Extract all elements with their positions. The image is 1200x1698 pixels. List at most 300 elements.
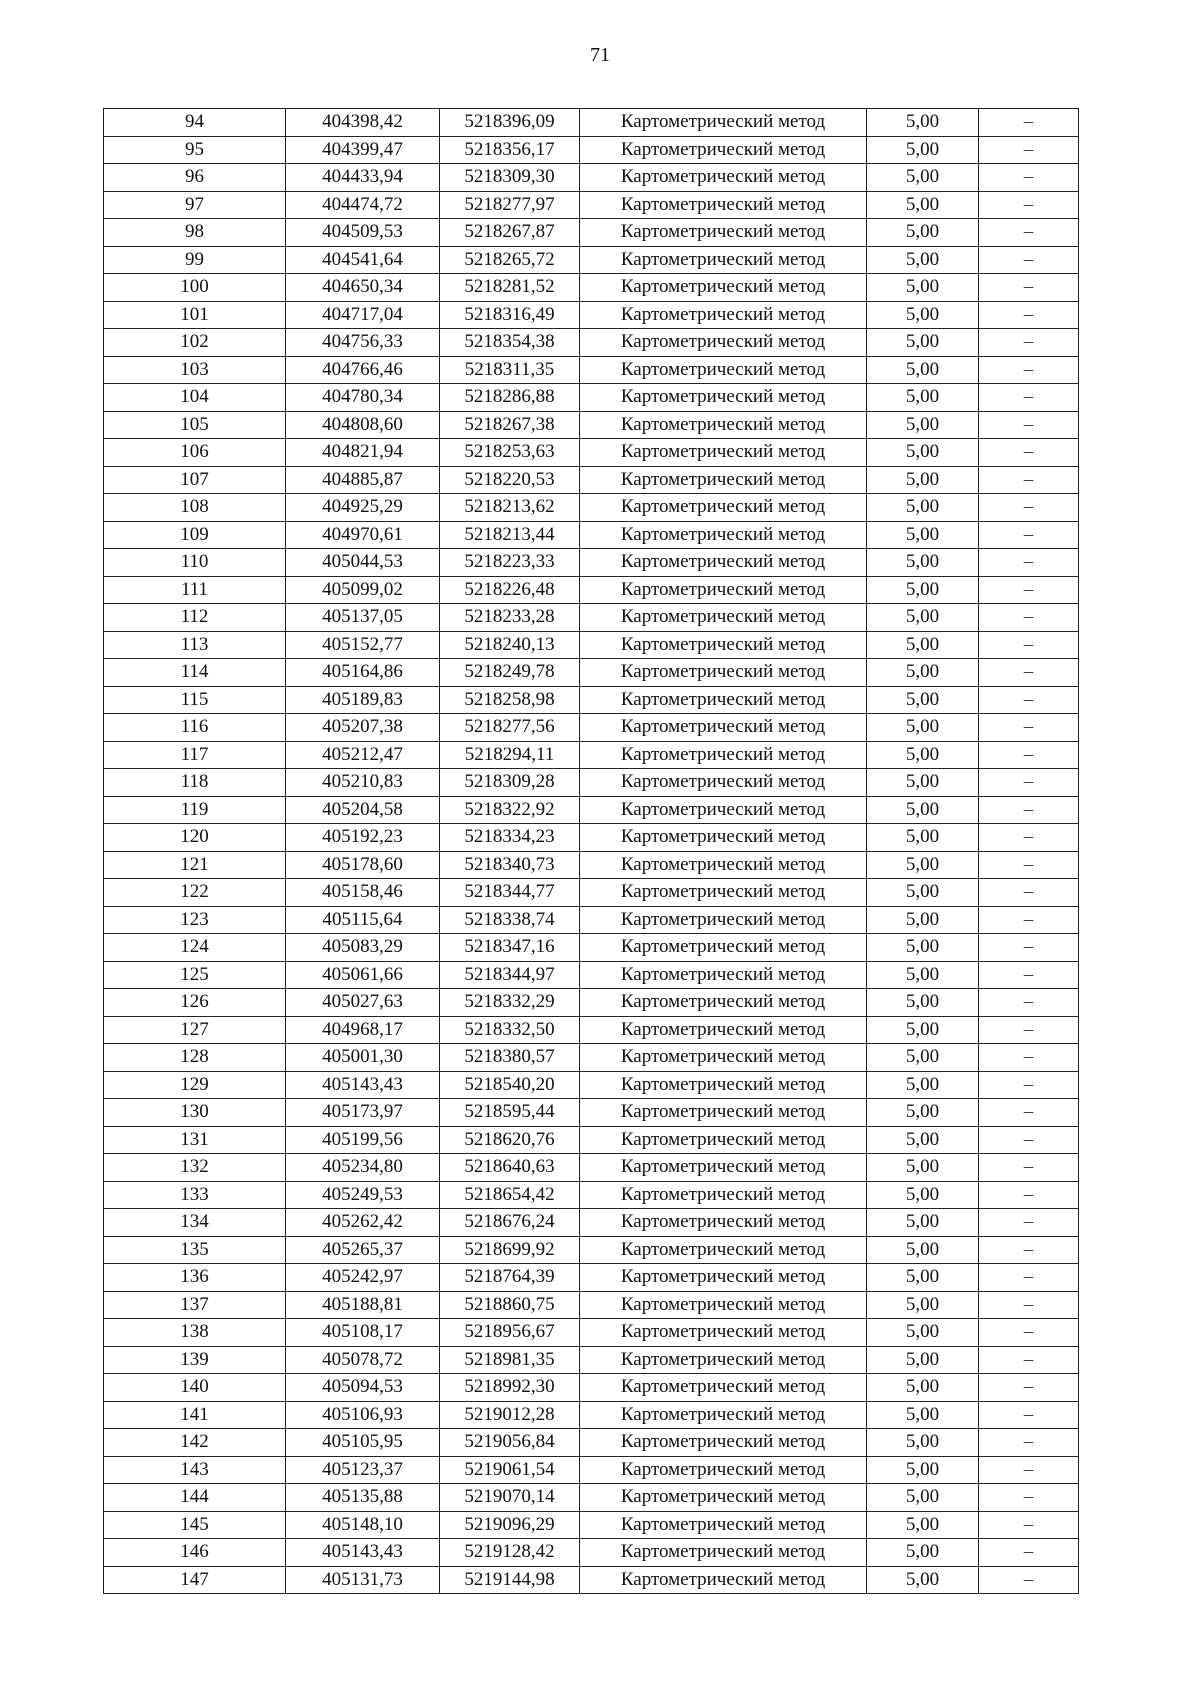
- y-coordinate-cell: 5218213,62: [440, 494, 580, 522]
- table-row: [104, 686, 1079, 714]
- table-row: [104, 274, 1079, 302]
- method-cell: Картометрический метод: [580, 136, 867, 164]
- accuracy-cell: 5,00: [867, 961, 979, 989]
- x-coordinate-cell: 405199,56: [286, 1126, 440, 1154]
- y-coordinate-cell: 5218860,75: [440, 1291, 580, 1319]
- note-cell: –: [979, 439, 1079, 467]
- table-row: [104, 1429, 1079, 1457]
- table-row: [104, 796, 1079, 824]
- x-coordinate-cell: 404717,04: [286, 301, 440, 329]
- point-number-cell: 117: [104, 741, 286, 769]
- table-row: [104, 879, 1079, 907]
- note-cell: –: [979, 356, 1079, 384]
- point-number-cell: 130: [104, 1099, 286, 1127]
- point-number-cell: 100: [104, 274, 286, 302]
- y-coordinate-cell: 5218344,77: [440, 879, 580, 907]
- method-cell: Картометрический метод: [580, 384, 867, 412]
- x-coordinate-cell: 405158,46: [286, 879, 440, 907]
- y-coordinate-cell: 5218226,48: [440, 576, 580, 604]
- table-row: [104, 1291, 1079, 1319]
- point-number-cell: 132: [104, 1154, 286, 1182]
- note-cell: –: [979, 1154, 1079, 1182]
- point-number-cell: 139: [104, 1346, 286, 1374]
- x-coordinate-cell: 405152,77: [286, 631, 440, 659]
- point-number-cell: 120: [104, 824, 286, 852]
- note-cell: –: [979, 109, 1079, 137]
- method-cell: Картометрический метод: [580, 1044, 867, 1072]
- y-coordinate-cell: 5218249,78: [440, 659, 580, 687]
- y-coordinate-cell: 5218654,42: [440, 1181, 580, 1209]
- x-coordinate-cell: 405212,47: [286, 741, 440, 769]
- method-cell: Картометрический метод: [580, 824, 867, 852]
- method-cell: Картометрический метод: [580, 494, 867, 522]
- y-coordinate-cell: 5219144,98: [440, 1566, 580, 1594]
- note-cell: –: [979, 1236, 1079, 1264]
- note-cell: –: [979, 659, 1079, 687]
- table-row: [104, 1456, 1079, 1484]
- y-coordinate-cell: 5218332,50: [440, 1016, 580, 1044]
- method-cell: Картометрический метод: [580, 1374, 867, 1402]
- accuracy-cell: 5,00: [867, 1484, 979, 1512]
- point-number-cell: 102: [104, 329, 286, 357]
- point-number-cell: 143: [104, 1456, 286, 1484]
- note-cell: –: [979, 1044, 1079, 1072]
- point-number-cell: 108: [104, 494, 286, 522]
- y-coordinate-cell: 5218764,39: [440, 1264, 580, 1292]
- x-coordinate-cell: 405105,95: [286, 1429, 440, 1457]
- y-coordinate-cell: 5219128,42: [440, 1539, 580, 1567]
- method-cell: Картометрический метод: [580, 604, 867, 632]
- table-row: [104, 1539, 1079, 1567]
- method-cell: Картометрический метод: [580, 549, 867, 577]
- table-row: [104, 906, 1079, 934]
- table-row: [104, 466, 1079, 494]
- accuracy-cell: 5,00: [867, 1236, 979, 1264]
- table-row: [104, 384, 1079, 412]
- method-cell: Картометрический метод: [580, 1181, 867, 1209]
- point-number-cell: 127: [104, 1016, 286, 1044]
- y-coordinate-cell: 5218309,28: [440, 769, 580, 797]
- note-cell: –: [979, 1016, 1079, 1044]
- x-coordinate-cell: 404509,53: [286, 219, 440, 247]
- y-coordinate-cell: 5218396,09: [440, 109, 580, 137]
- point-number-cell: 142: [104, 1429, 286, 1457]
- y-coordinate-cell: 5218281,52: [440, 274, 580, 302]
- method-cell: Картометрический метод: [580, 1566, 867, 1594]
- accuracy-cell: 5,00: [867, 1456, 979, 1484]
- x-coordinate-cell: 404970,61: [286, 521, 440, 549]
- accuracy-cell: 5,00: [867, 879, 979, 907]
- table-row: [104, 164, 1079, 192]
- accuracy-cell: 5,00: [867, 934, 979, 962]
- y-coordinate-cell: 5218340,73: [440, 851, 580, 879]
- x-coordinate-cell: 405148,10: [286, 1511, 440, 1539]
- y-coordinate-cell: 5218253,63: [440, 439, 580, 467]
- note-cell: –: [979, 1126, 1079, 1154]
- x-coordinate-cell: 404766,46: [286, 356, 440, 384]
- method-cell: Картометрический метод: [580, 769, 867, 797]
- accuracy-cell: 5,00: [867, 1319, 979, 1347]
- point-number-cell: 126: [104, 989, 286, 1017]
- table-row: [104, 1126, 1079, 1154]
- table-row: [104, 549, 1079, 577]
- table-row: [104, 191, 1079, 219]
- note-cell: –: [979, 301, 1079, 329]
- x-coordinate-cell: 404780,34: [286, 384, 440, 412]
- accuracy-cell: 5,00: [867, 1539, 979, 1567]
- note-cell: –: [979, 219, 1079, 247]
- accuracy-cell: 5,00: [867, 1209, 979, 1237]
- note-cell: –: [979, 576, 1079, 604]
- y-coordinate-cell: 5218956,67: [440, 1319, 580, 1347]
- y-coordinate-cell: 5218267,38: [440, 411, 580, 439]
- method-cell: Картометрический метод: [580, 411, 867, 439]
- table-row: [104, 851, 1079, 879]
- method-cell: Картометрический метод: [580, 961, 867, 989]
- note-cell: –: [979, 1209, 1079, 1237]
- point-number-cell: 118: [104, 769, 286, 797]
- y-coordinate-cell: 5218640,63: [440, 1154, 580, 1182]
- point-number-cell: 146: [104, 1539, 286, 1567]
- point-number-cell: 141: [104, 1401, 286, 1429]
- point-number-cell: 135: [104, 1236, 286, 1264]
- table-row: [104, 769, 1079, 797]
- point-number-cell: 105: [104, 411, 286, 439]
- table-row: [104, 1071, 1079, 1099]
- note-cell: –: [979, 521, 1079, 549]
- table-row: [104, 1236, 1079, 1264]
- point-number-cell: 106: [104, 439, 286, 467]
- accuracy-cell: 5,00: [867, 714, 979, 742]
- note-cell: –: [979, 136, 1079, 164]
- accuracy-cell: 5,00: [867, 824, 979, 852]
- table-row: [104, 1264, 1079, 1292]
- accuracy-cell: 5,00: [867, 1044, 979, 1072]
- x-coordinate-cell: 404968,17: [286, 1016, 440, 1044]
- x-coordinate-cell: 405207,38: [286, 714, 440, 742]
- method-cell: Картометрический метод: [580, 274, 867, 302]
- point-number-cell: 124: [104, 934, 286, 962]
- table-row: [104, 1099, 1079, 1127]
- x-coordinate-cell: 404433,94: [286, 164, 440, 192]
- note-cell: –: [979, 631, 1079, 659]
- table-row: [104, 741, 1079, 769]
- point-number-cell: 115: [104, 686, 286, 714]
- table-row: [104, 219, 1079, 247]
- y-coordinate-cell: 5218354,38: [440, 329, 580, 357]
- x-coordinate-cell: 405078,72: [286, 1346, 440, 1374]
- method-cell: Картометрический метод: [580, 989, 867, 1017]
- method-cell: Картометрический метод: [580, 1401, 867, 1429]
- y-coordinate-cell: 5218286,88: [440, 384, 580, 412]
- table-row: [104, 1209, 1079, 1237]
- x-coordinate-cell: 405173,97: [286, 1099, 440, 1127]
- x-coordinate-cell: 405204,58: [286, 796, 440, 824]
- y-coordinate-cell: 5218294,11: [440, 741, 580, 769]
- point-number-cell: 137: [104, 1291, 286, 1319]
- table-row: [104, 604, 1079, 632]
- table-row: [104, 934, 1079, 962]
- method-cell: Картометрический метод: [580, 521, 867, 549]
- x-coordinate-cell: 404925,29: [286, 494, 440, 522]
- y-coordinate-cell: 5218220,53: [440, 466, 580, 494]
- table-row: [104, 824, 1079, 852]
- x-coordinate-cell: 405108,17: [286, 1319, 440, 1347]
- table-row: [104, 576, 1079, 604]
- accuracy-cell: 5,00: [867, 494, 979, 522]
- accuracy-cell: 5,00: [867, 164, 979, 192]
- accuracy-cell: 5,00: [867, 1291, 979, 1319]
- point-number-cell: 97: [104, 191, 286, 219]
- point-number-cell: 96: [104, 164, 286, 192]
- method-cell: Картометрический метод: [580, 191, 867, 219]
- accuracy-cell: 5,00: [867, 191, 979, 219]
- point-number-cell: 122: [104, 879, 286, 907]
- point-number-cell: 123: [104, 906, 286, 934]
- y-coordinate-cell: 5218322,92: [440, 796, 580, 824]
- note-cell: –: [979, 1374, 1079, 1402]
- note-cell: –: [979, 1099, 1079, 1127]
- x-coordinate-cell: 405143,43: [286, 1539, 440, 1567]
- x-coordinate-cell: 405099,02: [286, 576, 440, 604]
- x-coordinate-cell: 405178,60: [286, 851, 440, 879]
- note-cell: –: [979, 741, 1079, 769]
- table-row: [104, 329, 1079, 357]
- accuracy-cell: 5,00: [867, 741, 979, 769]
- point-number-cell: 134: [104, 1209, 286, 1237]
- note-cell: –: [979, 1484, 1079, 1512]
- accuracy-cell: 5,00: [867, 549, 979, 577]
- method-cell: Картометрический метод: [580, 164, 867, 192]
- method-cell: Картометрический метод: [580, 1236, 867, 1264]
- y-coordinate-cell: 5218380,57: [440, 1044, 580, 1072]
- x-coordinate-cell: 405234,80: [286, 1154, 440, 1182]
- point-number-cell: 140: [104, 1374, 286, 1402]
- y-coordinate-cell: 5218265,72: [440, 246, 580, 274]
- accuracy-cell: 5,00: [867, 851, 979, 879]
- point-number-cell: 144: [104, 1484, 286, 1512]
- point-number-cell: 145: [104, 1511, 286, 1539]
- point-number-cell: 136: [104, 1264, 286, 1292]
- y-coordinate-cell: 5218347,16: [440, 934, 580, 962]
- table-row: [104, 1374, 1079, 1402]
- note-cell: –: [979, 851, 1079, 879]
- note-cell: –: [979, 989, 1079, 1017]
- x-coordinate-cell: 405061,66: [286, 961, 440, 989]
- y-coordinate-cell: 5218620,76: [440, 1126, 580, 1154]
- point-number-cell: 121: [104, 851, 286, 879]
- x-coordinate-cell: 405188,81: [286, 1291, 440, 1319]
- point-number-cell: 116: [104, 714, 286, 742]
- method-cell: Картометрический метод: [580, 246, 867, 274]
- note-cell: –: [979, 1539, 1079, 1567]
- point-number-cell: 110: [104, 549, 286, 577]
- x-coordinate-cell: 405094,53: [286, 1374, 440, 1402]
- method-cell: Картометрический метод: [580, 1154, 867, 1182]
- method-cell: Картометрический метод: [580, 1319, 867, 1347]
- method-cell: Картометрический метод: [580, 851, 867, 879]
- table-row: [104, 494, 1079, 522]
- accuracy-cell: 5,00: [867, 301, 979, 329]
- y-coordinate-cell: 5218277,97: [440, 191, 580, 219]
- point-number-cell: 129: [104, 1071, 286, 1099]
- method-cell: Картометрический метод: [580, 356, 867, 384]
- accuracy-cell: 5,00: [867, 521, 979, 549]
- table-row: [104, 1511, 1079, 1539]
- accuracy-cell: 5,00: [867, 1429, 979, 1457]
- accuracy-cell: 5,00: [867, 1511, 979, 1539]
- y-coordinate-cell: 5218540,20: [440, 1071, 580, 1099]
- table-row: [104, 1044, 1079, 1072]
- table-row: [104, 989, 1079, 1017]
- point-number-cell: 103: [104, 356, 286, 384]
- point-number-cell: 119: [104, 796, 286, 824]
- note-cell: –: [979, 274, 1079, 302]
- x-coordinate-cell: 405123,37: [286, 1456, 440, 1484]
- note-cell: –: [979, 1566, 1079, 1594]
- x-coordinate-cell: 404821,94: [286, 439, 440, 467]
- note-cell: –: [979, 961, 1079, 989]
- method-cell: Картометрический метод: [580, 301, 867, 329]
- y-coordinate-cell: 5218992,30: [440, 1374, 580, 1402]
- coordinates-table: [103, 108, 1079, 1594]
- accuracy-cell: 5,00: [867, 246, 979, 274]
- point-number-cell: 109: [104, 521, 286, 549]
- table-row: [104, 246, 1079, 274]
- method-cell: Картометрический метод: [580, 796, 867, 824]
- note-cell: –: [979, 879, 1079, 907]
- y-coordinate-cell: 5218595,44: [440, 1099, 580, 1127]
- table-row: [104, 439, 1079, 467]
- x-coordinate-cell: 404399,47: [286, 136, 440, 164]
- note-cell: –: [979, 494, 1079, 522]
- table-row: [104, 1181, 1079, 1209]
- accuracy-cell: 5,00: [867, 989, 979, 1017]
- x-coordinate-cell: 405115,64: [286, 906, 440, 934]
- accuracy-cell: 5,00: [867, 1374, 979, 1402]
- method-cell: Картометрический метод: [580, 934, 867, 962]
- method-cell: Картометрический метод: [580, 219, 867, 247]
- method-cell: Картометрический метод: [580, 1264, 867, 1292]
- point-number-cell: 147: [104, 1566, 286, 1594]
- method-cell: Картометрический метод: [580, 1209, 867, 1237]
- point-number-cell: 104: [104, 384, 286, 412]
- accuracy-cell: 5,00: [867, 1099, 979, 1127]
- point-number-cell: 128: [104, 1044, 286, 1072]
- method-cell: Картометрический метод: [580, 631, 867, 659]
- note-cell: –: [979, 714, 1079, 742]
- table-row: [104, 659, 1079, 687]
- accuracy-cell: 5,00: [867, 1126, 979, 1154]
- method-cell: Картометрический метод: [580, 466, 867, 494]
- x-coordinate-cell: 405137,05: [286, 604, 440, 632]
- table-row: [104, 714, 1079, 742]
- page-number: 71: [590, 44, 610, 66]
- y-coordinate-cell: 5218213,44: [440, 521, 580, 549]
- accuracy-cell: 5,00: [867, 1071, 979, 1099]
- y-coordinate-cell: 5218338,74: [440, 906, 580, 934]
- point-number-cell: 113: [104, 631, 286, 659]
- accuracy-cell: 5,00: [867, 329, 979, 357]
- point-number-cell: 131: [104, 1126, 286, 1154]
- method-cell: Картометрический метод: [580, 1126, 867, 1154]
- y-coordinate-cell: 5218240,13: [440, 631, 580, 659]
- y-coordinate-cell: 5218334,23: [440, 824, 580, 852]
- accuracy-cell: 5,00: [867, 659, 979, 687]
- table-row: [104, 109, 1079, 137]
- accuracy-cell: 5,00: [867, 1346, 979, 1374]
- note-cell: –: [979, 384, 1079, 412]
- method-cell: Картометрический метод: [580, 659, 867, 687]
- point-number-cell: 99: [104, 246, 286, 274]
- accuracy-cell: 5,00: [867, 274, 979, 302]
- note-cell: –: [979, 246, 1079, 274]
- x-coordinate-cell: 405083,29: [286, 934, 440, 962]
- note-cell: –: [979, 329, 1079, 357]
- point-number-cell: 107: [104, 466, 286, 494]
- point-number-cell: 114: [104, 659, 286, 687]
- accuracy-cell: 5,00: [867, 796, 979, 824]
- method-cell: Картометрический метод: [580, 1484, 867, 1512]
- method-cell: Картометрический метод: [580, 714, 867, 742]
- note-cell: –: [979, 191, 1079, 219]
- x-coordinate-cell: 405242,97: [286, 1264, 440, 1292]
- method-cell: Картометрический метод: [580, 576, 867, 604]
- accuracy-cell: 5,00: [867, 631, 979, 659]
- method-cell: Картометрический метод: [580, 906, 867, 934]
- point-number-cell: 98: [104, 219, 286, 247]
- note-cell: –: [979, 411, 1079, 439]
- point-number-cell: 133: [104, 1181, 286, 1209]
- accuracy-cell: 5,00: [867, 1566, 979, 1594]
- note-cell: –: [979, 1291, 1079, 1319]
- x-coordinate-cell: 404756,33: [286, 329, 440, 357]
- accuracy-cell: 5,00: [867, 686, 979, 714]
- note-cell: –: [979, 1264, 1079, 1292]
- x-coordinate-cell: 405001,30: [286, 1044, 440, 1072]
- x-coordinate-cell: 404808,60: [286, 411, 440, 439]
- x-coordinate-cell: 404885,87: [286, 466, 440, 494]
- x-coordinate-cell: 405135,88: [286, 1484, 440, 1512]
- y-coordinate-cell: 5218981,35: [440, 1346, 580, 1374]
- note-cell: –: [979, 466, 1079, 494]
- x-coordinate-cell: 405106,93: [286, 1401, 440, 1429]
- y-coordinate-cell: 5218699,92: [440, 1236, 580, 1264]
- x-coordinate-cell: 405027,63: [286, 989, 440, 1017]
- accuracy-cell: 5,00: [867, 1016, 979, 1044]
- accuracy-cell: 5,00: [867, 384, 979, 412]
- y-coordinate-cell: 5219061,54: [440, 1456, 580, 1484]
- x-coordinate-cell: 405044,53: [286, 549, 440, 577]
- coordinates-table-body: [104, 109, 1079, 1594]
- x-coordinate-cell: 405189,83: [286, 686, 440, 714]
- y-coordinate-cell: 5218344,97: [440, 961, 580, 989]
- note-cell: –: [979, 769, 1079, 797]
- table-row: [104, 1566, 1079, 1594]
- y-coordinate-cell: 5218332,29: [440, 989, 580, 1017]
- accuracy-cell: 5,00: [867, 604, 979, 632]
- y-coordinate-cell: 5218233,28: [440, 604, 580, 632]
- accuracy-cell: 5,00: [867, 1401, 979, 1429]
- table-row: [104, 411, 1079, 439]
- accuracy-cell: 5,00: [867, 576, 979, 604]
- table-row: [104, 521, 1079, 549]
- table-row: [104, 1484, 1079, 1512]
- y-coordinate-cell: 5219070,14: [440, 1484, 580, 1512]
- table-row: [104, 301, 1079, 329]
- note-cell: –: [979, 1456, 1079, 1484]
- method-cell: Картометрический метод: [580, 1429, 867, 1457]
